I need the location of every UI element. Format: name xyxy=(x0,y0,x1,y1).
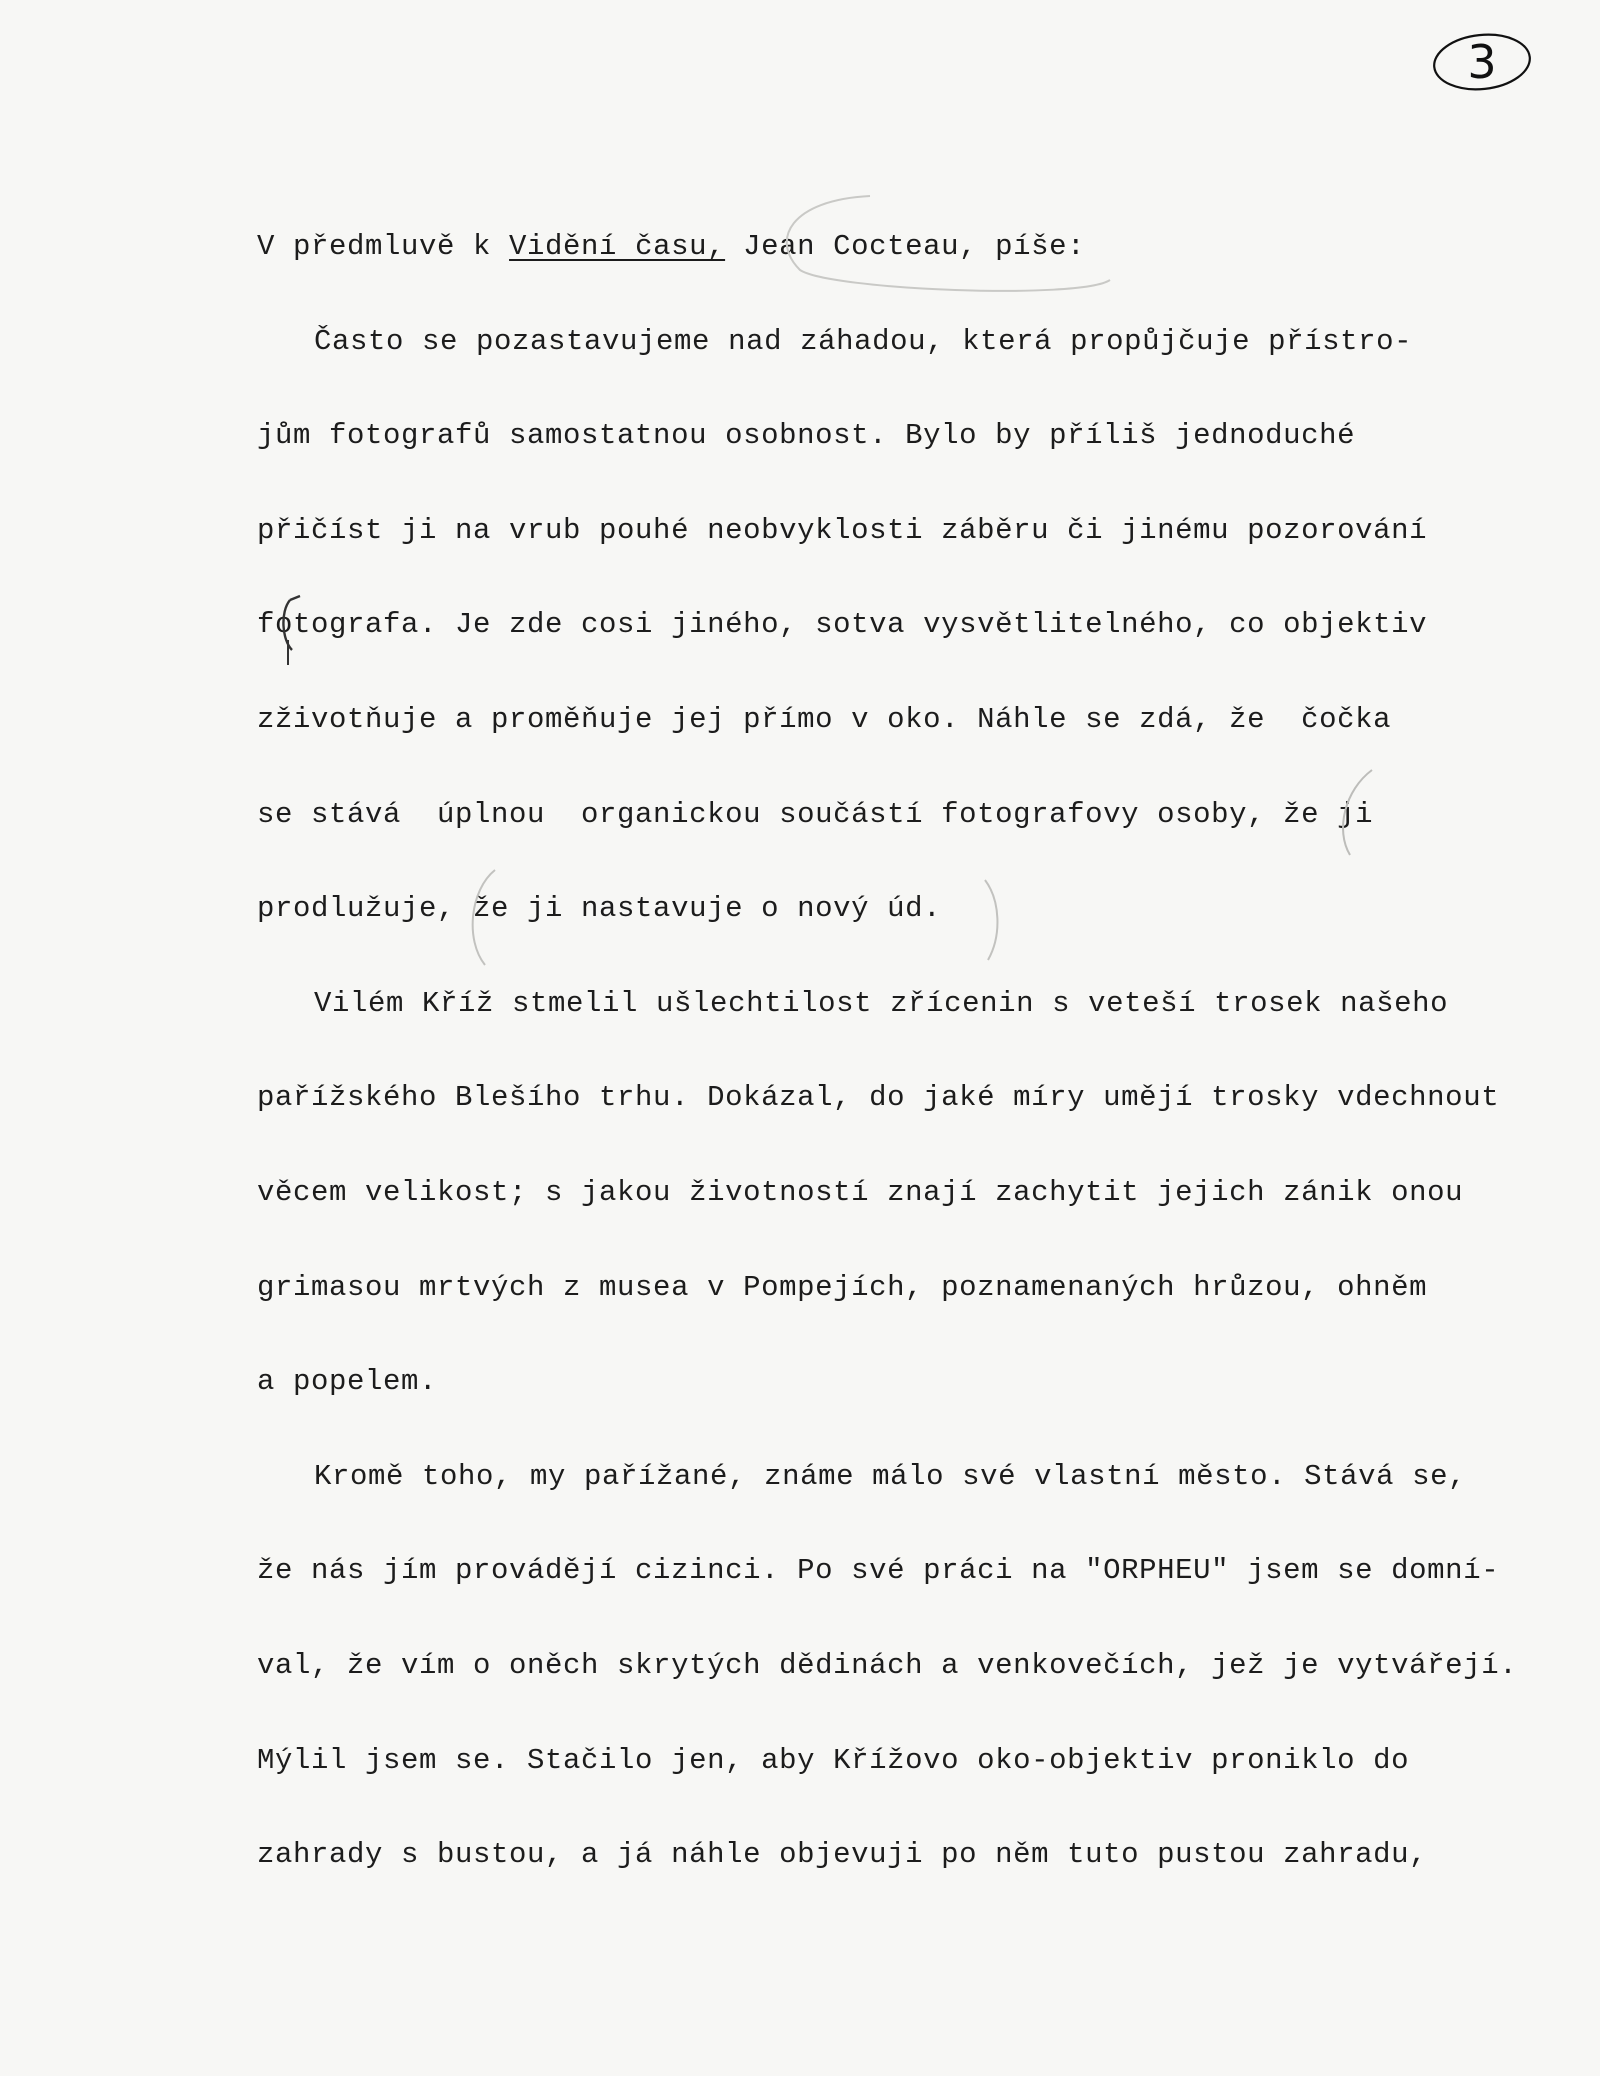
text-line-4: přičíst ji na vrub pouhé neobvyklosti záběru či jinému pozorování xyxy=(257,513,1428,547)
text-line-5: fotografa. Je zde cosi jiného, sotva vysvětlitelného, co objektiv xyxy=(257,608,1428,642)
page-number-stamp xyxy=(1430,30,1534,94)
text-line-6: zživotňuje a proměňuje jej přímo v oko. Náhle se zdá, že čočka xyxy=(257,702,1392,736)
text-line-16: val, že vím o oněch skrytých dědinách a venkovečích, jež je vytvářejí. xyxy=(257,1648,1518,1682)
book-title-underlined: Vidění času, xyxy=(509,230,726,263)
text-line-3: jům fotografů samostatnou osobnost. Bylo by příliš jednoduché xyxy=(257,419,1356,453)
typed-text-body xyxy=(257,222,1577,1925)
text-line-18: zahrady s bustou, a já náhle objevuji po něm tuto pustou zahradu, xyxy=(257,1838,1428,1872)
text-line-10: pařížského Blešího trhu. Dokázal, do jaké míry umějí trosky vdechnout xyxy=(257,1081,1500,1115)
text-line-9: Vilém Kříž stmelil ušlechtilost zřícenin s veteší trosek našeho xyxy=(314,986,1449,1020)
text-line-13: a popelem. xyxy=(257,1365,438,1399)
text-line-8: prodlužuje, že ji nastavuje o nový úd. xyxy=(257,892,942,926)
line-1-before: V předmluvě k xyxy=(257,230,510,263)
line-1-after: Jean Cocteau, píše: xyxy=(725,230,1086,263)
text-line-11: věcem velikost; s jakou životností znají zachytit jejich zánik onou xyxy=(257,1175,1464,1209)
text-line-2: Často se pozastavujeme nad záhadou, která propůjčuje přístro- xyxy=(314,324,1413,358)
page-number: 3 xyxy=(1467,35,1497,89)
text-line-14: Kromě toho, my pařížané, známe málo své vlastní město. Stává se, xyxy=(314,1459,1467,1493)
text-line-15: že nás jím provádějí cizinci. Po své práci na "ORPHEU" jsem se domní- xyxy=(257,1554,1500,1588)
text-line-17: Mýlil jsem se. Stačilo jen, aby Křížovo oko-objektiv proniklo do xyxy=(257,1743,1410,1777)
text-line-1 xyxy=(257,222,1577,317)
text-line-12: grimasou mrtvých z musea v Pompejích, poznamenaných hrůzou, ohněm xyxy=(257,1270,1428,1304)
text-line-7: se stává úplnou organickou součástí fotografovy osoby, že ji xyxy=(257,797,1374,831)
